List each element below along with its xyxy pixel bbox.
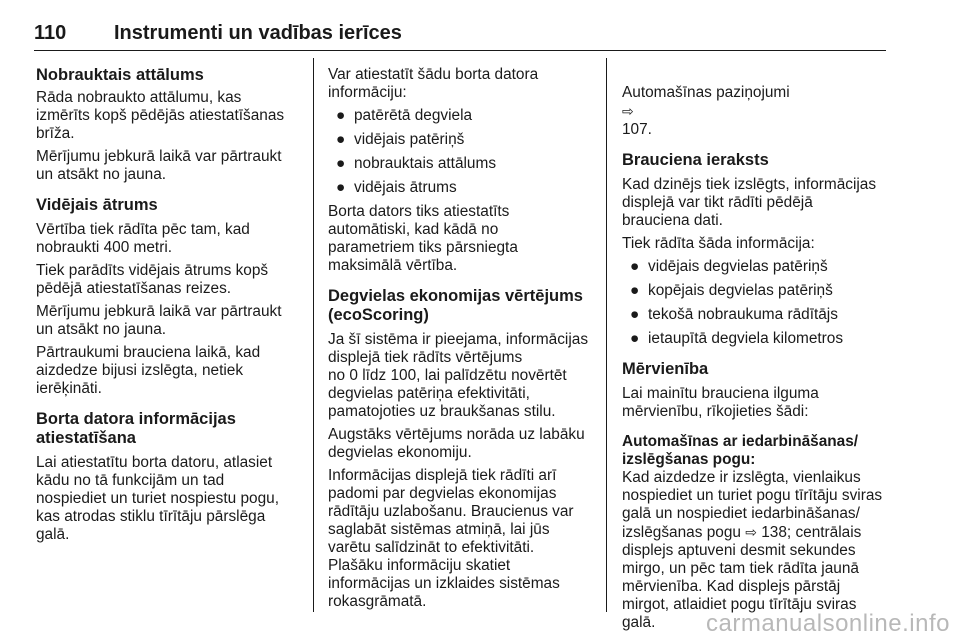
paragraph: displejs aptuveni desmit sekundes mirgo, un pēc tam tiek rādīta jaunā mērvienība. Kad displejs pārstāj mirgot, atlaidiet pogu tīrītāju sviras galā. — [622, 542, 859, 631]
section-title: Borta datora informācijas atiestatīšana — [36, 410, 236, 447]
section-units — [622, 360, 892, 632]
bullet-icon: ● — [630, 306, 640, 323]
column-2 — [328, 66, 594, 616]
paragraph: Vērtība tiek rādīta pēc tam, kad nobraukti 400 metri. — [36, 221, 250, 256]
list-item: ● nobrauktais attālums — [336, 155, 497, 172]
list-item: ● vidējais patēriņš — [336, 131, 465, 148]
section-title: Vidējais ātrums — [36, 196, 158, 214]
list-item: ● tekošā nobraukuma rādītājs — [630, 306, 838, 323]
paragraph: Tiek rādīta šāda informācija: — [622, 235, 815, 252]
list-item: ● ietaupītā degviela kilometros — [630, 330, 844, 347]
page-ref-icon: ⇨ — [622, 103, 634, 119]
paragraph: Ja šī sistēma ir pieejama, informācijas displejā tiek rādīts vērtējums no 0 līdz 100, lai palīdzētu novērtēt degvielas patēriņa efektivitāti, pamatojoties uz braukšanas stilu. — [328, 331, 589, 420]
bullet-icon: ● — [336, 107, 346, 124]
paragraph: Pārtraukumi brauciena laikā, kad aizdedze bijusi izslēgta, netiek ierēķināti. — [36, 344, 261, 397]
section-reset — [36, 410, 302, 544]
column-divider-1 — [313, 58, 314, 612]
bullet-icon: ● — [336, 179, 346, 196]
section-trip-record — [622, 151, 892, 348]
paragraph: Kad aizdedze ir izslēgta, vienlaikus nospiediet un turiet pogu tīrītāju sviras galā un nospiediet iedarbināšanas/ izslēgšanas pogu ⇨ 138; centrālais — [622, 469, 883, 541]
page-title: Instrumenti un vadības ierīces — [114, 22, 402, 44]
bullet-icon: ● — [630, 258, 640, 275]
paragraph: Augstāks vērtējums norāda uz labāku degvielas ekonomiju. — [328, 426, 585, 461]
list-item: ● vidējais degvielas patēriņš — [630, 258, 828, 275]
paragraph: Informācijas displejā tiek rādīti arī padomi par degvielas ekonomijas rādītāju uzlabošanu. Braucienus var saglabāt sistēmas atmiņā, lai jūs varētu salīdzināt to efektivitāti. Plašāku informāciju skatiet informācijas un izklaides sistēmas rokasgrāmatā. — [328, 467, 574, 610]
paragraph: Var atiestatīt šādu borta datora informāciju: — [328, 66, 539, 101]
paragraph: Mērījumu jebkurā laikā var pārtraukt un atsākt no jauna. — [36, 148, 282, 183]
cross-reference[interactable]: Automašīnas paziņojumi ⇨ 107. — [622, 84, 790, 138]
column-1 — [36, 66, 302, 556]
paragraph: Lai mainītu brauciena ilguma mērvienību, rīkojieties šādi: — [622, 385, 819, 420]
subsection-title: Automašīnas ar iedarbināšanas/ izslēgšanas pogu: — [622, 433, 859, 468]
column-3 — [622, 66, 892, 644]
bullet-list — [328, 107, 594, 197]
list-item: ● kopējais degvielas patēriņš — [630, 282, 833, 299]
bullet-list — [622, 258, 892, 348]
bullet-icon: ● — [630, 282, 640, 299]
section-title: Mērvienība — [622, 360, 709, 378]
bullet-icon: ● — [336, 131, 346, 148]
paragraph: Rāda nobraukto attālumu, kas izmērīts kopš pēdējās atiestatīšanas brīža. — [36, 89, 285, 142]
page-number: 110 — [34, 22, 67, 44]
page-header — [34, 22, 886, 48]
watermark: carmanualsonline.info — [706, 610, 950, 637]
paragraph: Borta dators tiks atiestatīts automātiski, kad kādā no parametriem tiks pārsniegta maksimālā vērtība. — [328, 203, 518, 274]
section-average-speed — [36, 196, 302, 398]
paragraph: Tiek parādīts vidējais ātrums kopš pēdējā atiestatīšanas reizes. — [36, 262, 269, 297]
paragraph: Mērījumu jebkurā laikā var pārtraukt un atsākt no jauna. — [36, 303, 282, 338]
section-title: Degvielas ekonomijas vērtējums (ecoScoring) — [328, 287, 583, 324]
section-title: Brauciena ieraksts — [622, 151, 769, 169]
bullet-icon: ● — [336, 155, 346, 172]
paragraph: Kad dzinējs tiek izslēgts, informācijas displejā var tikt rādīti pēdējā brauciena dati. — [622, 176, 877, 229]
section-title: Nobrauktais attālums — [36, 66, 204, 84]
list-item: ● vidējais ātrums — [336, 179, 457, 196]
section-distance — [36, 66, 302, 184]
paragraph: Lai atiestatītu borta datoru, atlasiet kādu no tā funkcijām un tad nospiediet un turiet nospiestu pogu, kas atrodas stiklu tīrītāju pārslēga galā. — [36, 454, 280, 543]
header-rule — [34, 50, 886, 51]
list-item: ● patērētā degviela — [336, 107, 473, 124]
page-ref-icon: ⇨ — [745, 524, 757, 540]
column-divider-2 — [606, 58, 607, 612]
bullet-icon: ● — [630, 330, 640, 347]
